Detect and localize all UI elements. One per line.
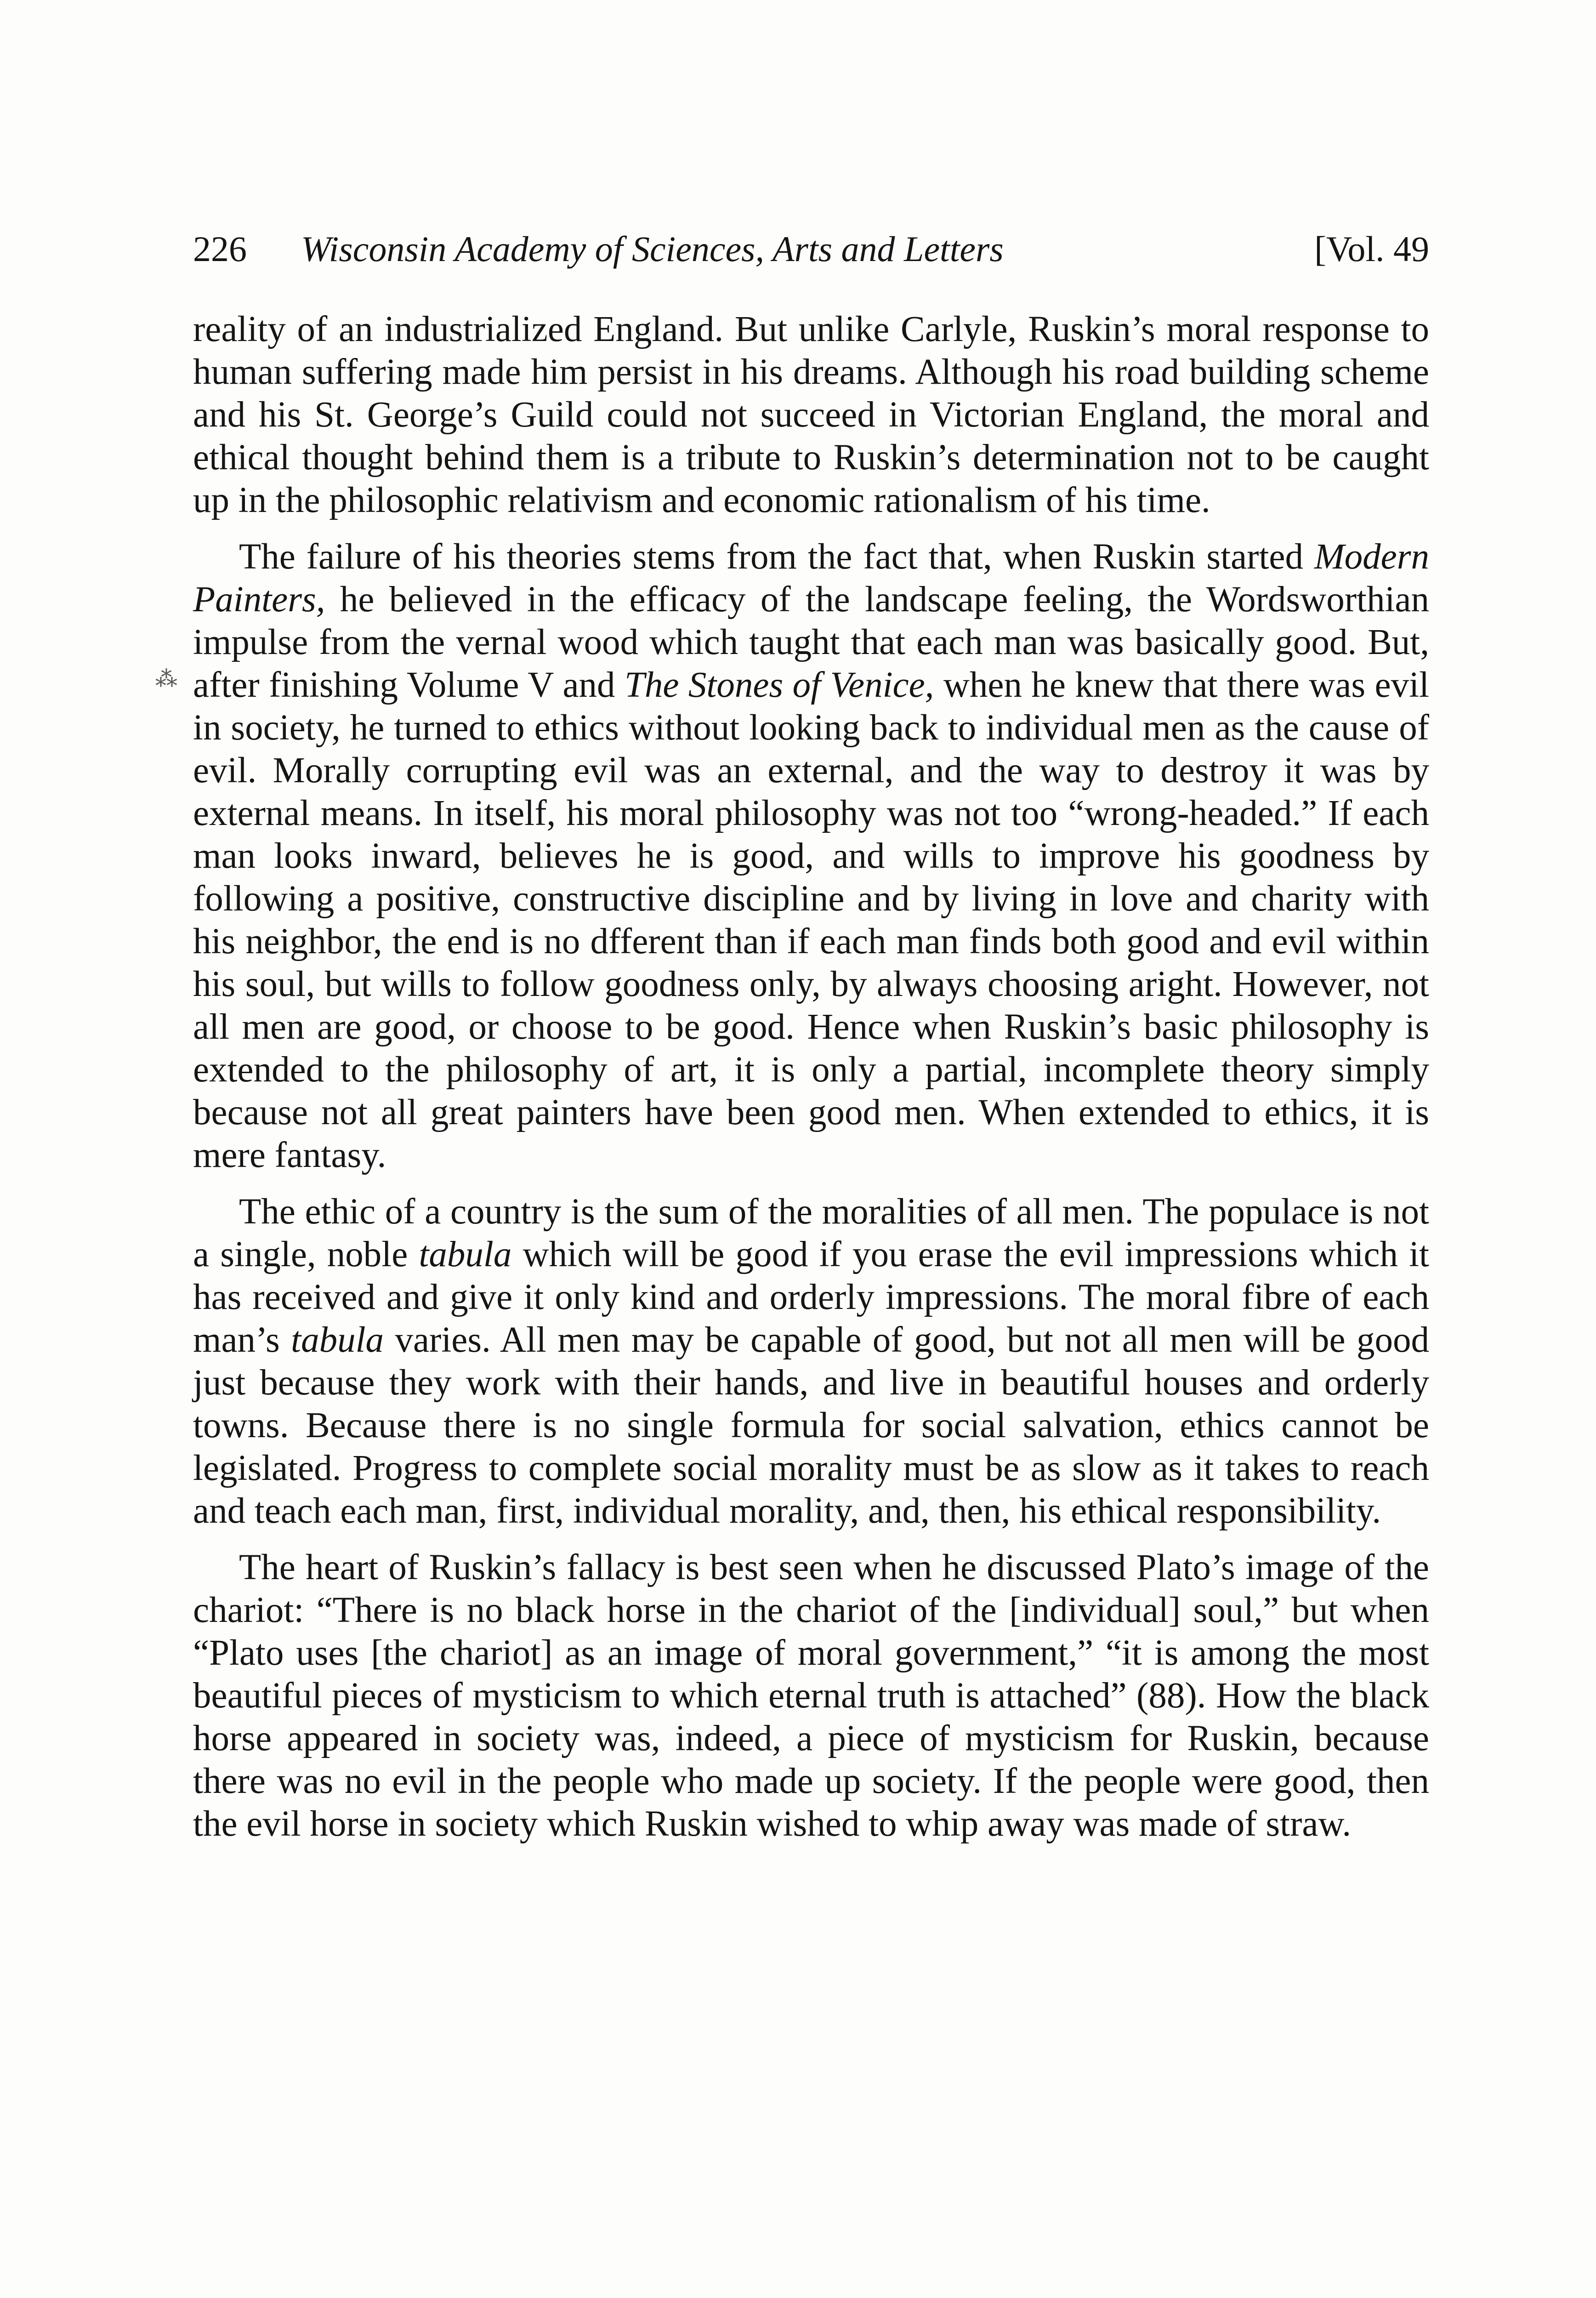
text-run: The failure of his theories stems from the fact that, when Ruskin started bbox=[239, 537, 1314, 577]
text-run: The ethic of a country is the sum of the moralities of all men. The populace is not a single, noble bbox=[193, 1192, 1429, 1274]
body-text bbox=[193, 308, 1429, 1859]
text-run: reality of an industrialized England. But unlike Carlyle, Ruskin’s moral response to human suffering made him persist in his dreams. Although his road building scheme and his St. George’s Guild could not succeed in Victorian England, the moral and ethical thought behind them is a tribute to Ruskin’s determination not to be caught up in the philosophic relativism and economic rationalism of his time. bbox=[193, 309, 1429, 520]
paragraph-heart-of-fallacy bbox=[193, 1546, 1429, 1845]
text-run: The heart of Ruskin’s fallacy is best seen when he discussed Plato’s image of the chariot: “There is no black horse in the chariot of the [individual] soul,” but when “Plato uses [the chariot] as an image of moral government,” “it is among the most beautiful pieces of mysticism to which eternal truth is attached” (88). How the black horse appeared in society was, indeed, a piece of mysticism for Ruskin, because there was no evil in the people who made up society. If the people were good, then the evil horse in society which Ruskin wished to whip away was made of straw. bbox=[193, 1547, 1429, 1844]
text-run: he believed in the efficacy of the landscape feeling, the Wordsworthian impulse from the vernal wood which taught that each man was basically good. But, after finishing Volume V and bbox=[193, 580, 1429, 705]
italic-title-run: Modern Painters, bbox=[193, 537, 1429, 620]
italic-title-run: The Stones of Venice, bbox=[624, 665, 934, 705]
italic-title-run: tabula bbox=[419, 1234, 512, 1274]
journal-title: Wisconsin Academy of Sciences, Arts and Letters bbox=[301, 229, 1004, 269]
volume-label: [Vol. 49 bbox=[1314, 229, 1429, 269]
margin-mark-icon: ⁂ bbox=[155, 667, 177, 691]
paragraph-continuation bbox=[193, 308, 1429, 522]
text-run: which will be good if you erase the evil impressions which it has received and give it only kind and orderly impressions. The moral fibre of each man’s bbox=[193, 1234, 1429, 1360]
italic-title-run: tabula bbox=[291, 1320, 384, 1360]
page-number: 226 bbox=[193, 229, 247, 269]
text-run: when he knew that there was evil in society, he turned to ethics without looking back to individual men as the cause of evil. Morally corrupting evil was an external, and the way to destroy it was by external means. In itself, his moral philosophy was not too “wrong-headed.” If each man looks inward, believes he is good, and wills to improve his goodness by following a positive, constructive discipline and by living in love and charity with his neighbor, the end is no dfferent than if each man finds both good and evil within his soul, but wills to follow goodness only, by always choosing aright. However, not all men are good, or choose to be good. Hence when Ruskin’s basic philosophy is extended to the philosophy of art, it is only a partial, incomplete theory simply because not all great painters have been good men. When extended to ethics, it is mere fantasy. bbox=[193, 665, 1429, 1175]
text-run: varies. All men may be capable of good, but not all men will be good just because they work with their hands, and live in beautiful houses and orderly towns. Because there is no single formula for social salvation, ethics cannot be legislated. Progress to complete social morality must be as slow as it takes to reach and teach each man, first, individual morality, and, then, his ethical responsibility. bbox=[193, 1320, 1429, 1531]
running-header bbox=[193, 222, 1429, 277]
paragraph-ethic-of-country bbox=[193, 1190, 1429, 1532]
paragraph-failure-of-theories bbox=[193, 535, 1429, 1177]
